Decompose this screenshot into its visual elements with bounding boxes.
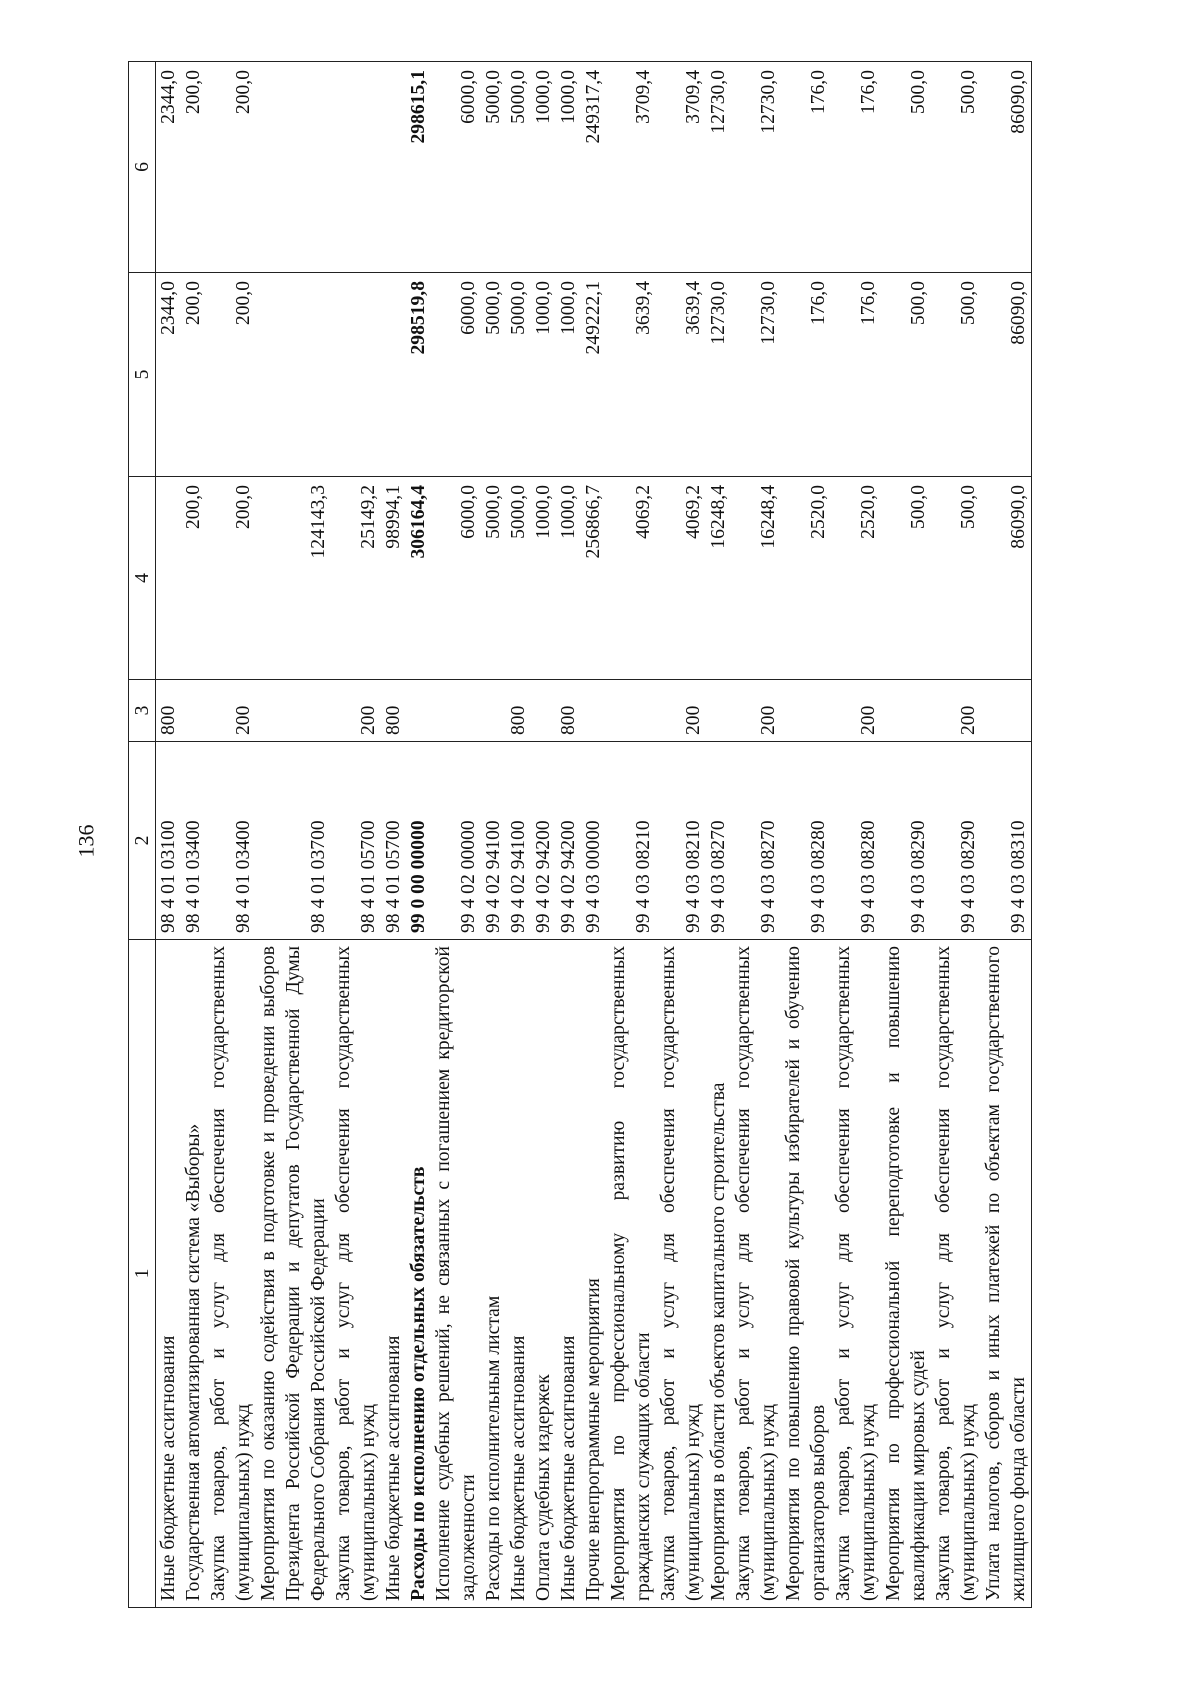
row-value-col5: 5000,0 bbox=[481, 273, 506, 477]
row-value-col4: 2520,0 bbox=[781, 477, 831, 680]
row-value-col6: 12730,0 bbox=[731, 62, 781, 273]
row-value-col4: 6000,0 bbox=[431, 477, 481, 680]
row-value-col4: 16248,4 bbox=[731, 477, 781, 680]
row-code: 99 4 02 94200 bbox=[531, 742, 556, 940]
table-row bbox=[931, 62, 981, 1608]
row-expense-type: 200 bbox=[931, 680, 981, 742]
row-expense-type: 200 bbox=[206, 680, 256, 742]
row-value-col6: 2344,0 bbox=[156, 62, 182, 273]
row-value-col6: 6000,0 bbox=[431, 62, 481, 273]
row-name: Уплата налогов, сборов и иных платежей по объектам государственного жилищного фонда области bbox=[981, 940, 1032, 1608]
row-value-col6: 5000,0 bbox=[481, 62, 506, 273]
row-value-col4: 5000,0 bbox=[481, 477, 506, 680]
row-expense-type bbox=[581, 680, 606, 742]
row-value-col5: 3639,4 bbox=[606, 273, 656, 477]
row-value-col4 bbox=[156, 477, 182, 680]
table-row bbox=[156, 62, 182, 1608]
row-name: Государственная автоматизированная система «Выборы» bbox=[181, 940, 206, 1608]
row-value-col4: 500,0 bbox=[881, 477, 931, 680]
table-row bbox=[506, 62, 531, 1608]
row-name: Исполнение судебных решений, не связанных с погашением кредиторской задолженности bbox=[431, 940, 481, 1608]
table-row bbox=[781, 62, 831, 1608]
row-value-col6: 1000,0 bbox=[531, 62, 556, 273]
row-code: 99 4 03 08210 bbox=[606, 742, 656, 940]
row-name: Расходы по исполнительным листам bbox=[481, 940, 506, 1608]
header-col-1: 1 bbox=[129, 940, 156, 1608]
row-value-col6: 86090,0 bbox=[981, 62, 1032, 273]
row-value-col4: 4069,2 bbox=[656, 477, 706, 680]
row-value-col6: 200,0 bbox=[206, 62, 256, 273]
row-value-col6: 298615,1 bbox=[406, 62, 431, 273]
row-value-col4: 124143,3 bbox=[256, 477, 331, 680]
header-col-3: 3 bbox=[129, 680, 156, 742]
row-expense-type bbox=[431, 680, 481, 742]
row-name: Мероприятия по оказанию содействия в подготовке и проведении выборов Президента Российской Федерации и депутатов Государственной Думы Федерального Собрания Российской Федерации bbox=[256, 940, 331, 1608]
row-name: Закупка товаров, работ и услуг для обеспечения государственных (муниципальных) нужд bbox=[931, 940, 981, 1608]
row-expense-type bbox=[531, 680, 556, 742]
row-value-col5: 2344,0 bbox=[156, 273, 182, 477]
rotated-table-container bbox=[128, 62, 1196, 1608]
row-code: 99 4 03 08270 bbox=[706, 742, 731, 940]
table-row bbox=[181, 62, 206, 1608]
row-code: 99 4 03 08270 bbox=[731, 742, 781, 940]
table-body bbox=[156, 62, 1032, 1608]
row-value-col5: 86090,0 bbox=[981, 273, 1032, 477]
row-name: Иные бюджетные ассигнования bbox=[506, 940, 531, 1608]
page-number: 136 bbox=[73, 824, 99, 858]
row-value-col6: 176,0 bbox=[781, 62, 831, 273]
row-value-col5: 176,0 bbox=[781, 273, 831, 477]
row-value-col6 bbox=[381, 62, 406, 273]
row-value-col5: 1000,0 bbox=[556, 273, 581, 477]
header-col-4: 4 bbox=[129, 477, 156, 680]
table-row bbox=[881, 62, 931, 1608]
row-expense-type bbox=[256, 680, 331, 742]
row-value-col4: 1000,0 bbox=[556, 477, 581, 680]
row-name: Закупка товаров, работ и услуг для обеспечения государственных (муниципальных) нужд bbox=[656, 940, 706, 1608]
row-value-col5 bbox=[381, 273, 406, 477]
row-value-col4: 98994,1 bbox=[381, 477, 406, 680]
row-value-col6: 176,0 bbox=[831, 62, 881, 273]
row-value-col4: 256866,7 bbox=[581, 477, 606, 680]
row-value-col6: 249317,4 bbox=[581, 62, 606, 273]
row-code: 99 0 00 00000 bbox=[406, 742, 431, 940]
row-value-col4: 86090,0 bbox=[981, 477, 1032, 680]
row-code: 99 4 03 08310 bbox=[981, 742, 1032, 940]
table-row bbox=[431, 62, 481, 1608]
table-row bbox=[706, 62, 731, 1608]
table-row bbox=[256, 62, 331, 1608]
row-expense-type: 200 bbox=[831, 680, 881, 742]
row-value-col6 bbox=[331, 62, 381, 273]
row-name: Иные бюджетные ассигнования bbox=[381, 940, 406, 1608]
row-value-col4: 200,0 bbox=[181, 477, 206, 680]
row-value-col4: 16248,4 bbox=[706, 477, 731, 680]
row-value-col5: 12730,0 bbox=[706, 273, 731, 477]
row-value-col5: 500,0 bbox=[881, 273, 931, 477]
row-name: Закупка товаров, работ и услуг для обеспечения государственных (муниципальных) нужд bbox=[831, 940, 881, 1608]
row-expense-type: 800 bbox=[156, 680, 182, 742]
row-value-col5: 200,0 bbox=[206, 273, 256, 477]
row-code: 99 4 02 94100 bbox=[481, 742, 506, 940]
row-code: 98 4 01 05700 bbox=[331, 742, 381, 940]
row-code: 99 4 03 08210 bbox=[656, 742, 706, 940]
row-name: Мероприятия в области объектов капитального строительства bbox=[706, 940, 731, 1608]
table-row bbox=[531, 62, 556, 1608]
row-code: 99 4 03 00000 bbox=[581, 742, 606, 940]
row-expense-type bbox=[481, 680, 506, 742]
table-row bbox=[481, 62, 506, 1608]
budget-table bbox=[128, 61, 1032, 1608]
row-value-col6: 1000,0 bbox=[556, 62, 581, 273]
table-row bbox=[656, 62, 706, 1608]
table-row bbox=[581, 62, 606, 1608]
table-header-row bbox=[129, 62, 156, 1608]
row-code: 99 4 03 08280 bbox=[781, 742, 831, 940]
row-code: 99 4 03 08290 bbox=[931, 742, 981, 940]
table-row bbox=[731, 62, 781, 1608]
row-code: 98 4 01 03400 bbox=[206, 742, 256, 940]
row-expense-type: 800 bbox=[556, 680, 581, 742]
row-value-col5: 249222,1 bbox=[581, 273, 606, 477]
row-value-col4: 25149,2 bbox=[331, 477, 381, 680]
row-expense-type: 200 bbox=[656, 680, 706, 742]
row-name: Оплата судебных издержек bbox=[531, 940, 556, 1608]
row-expense-type: 800 bbox=[506, 680, 531, 742]
row-code: 99 4 03 08290 bbox=[881, 742, 931, 940]
row-value-col5: 1000,0 bbox=[531, 273, 556, 477]
row-value-col4: 2520,0 bbox=[831, 477, 881, 680]
header-col-5: 5 bbox=[129, 273, 156, 477]
row-expense-type bbox=[406, 680, 431, 742]
row-value-col5: 200,0 bbox=[181, 273, 206, 477]
table-row bbox=[981, 62, 1032, 1608]
table-row bbox=[331, 62, 381, 1608]
row-expense-type: 200 bbox=[331, 680, 381, 742]
row-value-col6: 3709,4 bbox=[656, 62, 706, 273]
row-expense-type bbox=[981, 680, 1032, 742]
row-value-col5: 5000,0 bbox=[506, 273, 531, 477]
row-name: Мероприятия по профессиональному развитию государственных гражданских служащих области bbox=[606, 940, 656, 1608]
row-expense-type bbox=[706, 680, 731, 742]
table-row bbox=[381, 62, 406, 1608]
row-value-col5: 12730,0 bbox=[731, 273, 781, 477]
row-name: Закупка товаров, работ и услуг для обеспечения государственных (муниципальных) нужд bbox=[331, 940, 381, 1608]
table-row bbox=[406, 62, 431, 1608]
row-value-col6: 3709,4 bbox=[606, 62, 656, 273]
row-name: Мероприятия по повышению правовой культуры избирателей и обучению организаторов выборов bbox=[781, 940, 831, 1608]
table-row bbox=[556, 62, 581, 1608]
header-col-2: 2 bbox=[129, 742, 156, 940]
row-value-col4: 4069,2 bbox=[606, 477, 656, 680]
row-expense-type: 800 bbox=[381, 680, 406, 742]
table-row bbox=[831, 62, 881, 1608]
row-name: Мероприятия по профессиональной переподготовке и повышению квалификации мировых судей bbox=[881, 940, 931, 1608]
row-value-col4: 5000,0 bbox=[506, 477, 531, 680]
row-value-col6: 5000,0 bbox=[506, 62, 531, 273]
row-value-col5 bbox=[331, 273, 381, 477]
row-value-col6 bbox=[256, 62, 331, 273]
row-value-col5: 6000,0 bbox=[431, 273, 481, 477]
row-expense-type bbox=[606, 680, 656, 742]
row-name: Прочие внепрограммные мероприятия bbox=[581, 940, 606, 1608]
row-name: Иные бюджетные ассигнования bbox=[156, 940, 182, 1608]
row-value-col5 bbox=[256, 273, 331, 477]
table-row bbox=[606, 62, 656, 1608]
row-value-col6: 12730,0 bbox=[706, 62, 731, 273]
row-code: 99 4 02 00000 bbox=[431, 742, 481, 940]
row-value-col4: 306164,4 bbox=[406, 477, 431, 680]
row-value-col5: 298519,8 bbox=[406, 273, 431, 477]
row-value-col6: 200,0 bbox=[181, 62, 206, 273]
row-value-col6: 500,0 bbox=[881, 62, 931, 273]
row-name: Расходы по исполнению отдельных обязательств bbox=[406, 940, 431, 1608]
row-code: 98 4 01 03700 bbox=[256, 742, 331, 940]
row-code: 99 4 02 94200 bbox=[556, 742, 581, 940]
row-value-col6: 500,0 bbox=[931, 62, 981, 273]
row-name: Закупка товаров, работ и услуг для обеспечения государственных (муниципальных) нужд bbox=[731, 940, 781, 1608]
row-value-col5: 176,0 bbox=[831, 273, 881, 477]
row-expense-type bbox=[181, 680, 206, 742]
row-code: 99 4 03 08280 bbox=[831, 742, 881, 940]
row-expense-type bbox=[881, 680, 931, 742]
row-code: 98 4 01 03100 bbox=[156, 742, 182, 940]
row-value-col5: 3639,4 bbox=[656, 273, 706, 477]
row-expense-type: 200 bbox=[731, 680, 781, 742]
header-col-6: 6 bbox=[129, 62, 156, 273]
row-name: Иные бюджетные ассигнования bbox=[556, 940, 581, 1608]
row-value-col4: 500,0 bbox=[931, 477, 981, 680]
row-value-col4: 200,0 bbox=[206, 477, 256, 680]
row-code: 98 4 01 03400 bbox=[181, 742, 206, 940]
table-row bbox=[206, 62, 256, 1608]
row-expense-type bbox=[781, 680, 831, 742]
row-name: Закупка товаров, работ и услуг для обеспечения государственных (муниципальных) нужд bbox=[206, 940, 256, 1608]
row-code: 99 4 02 94100 bbox=[506, 742, 531, 940]
row-value-col5: 500,0 bbox=[931, 273, 981, 477]
row-value-col4: 1000,0 bbox=[531, 477, 556, 680]
row-code: 98 4 01 05700 bbox=[381, 742, 406, 940]
